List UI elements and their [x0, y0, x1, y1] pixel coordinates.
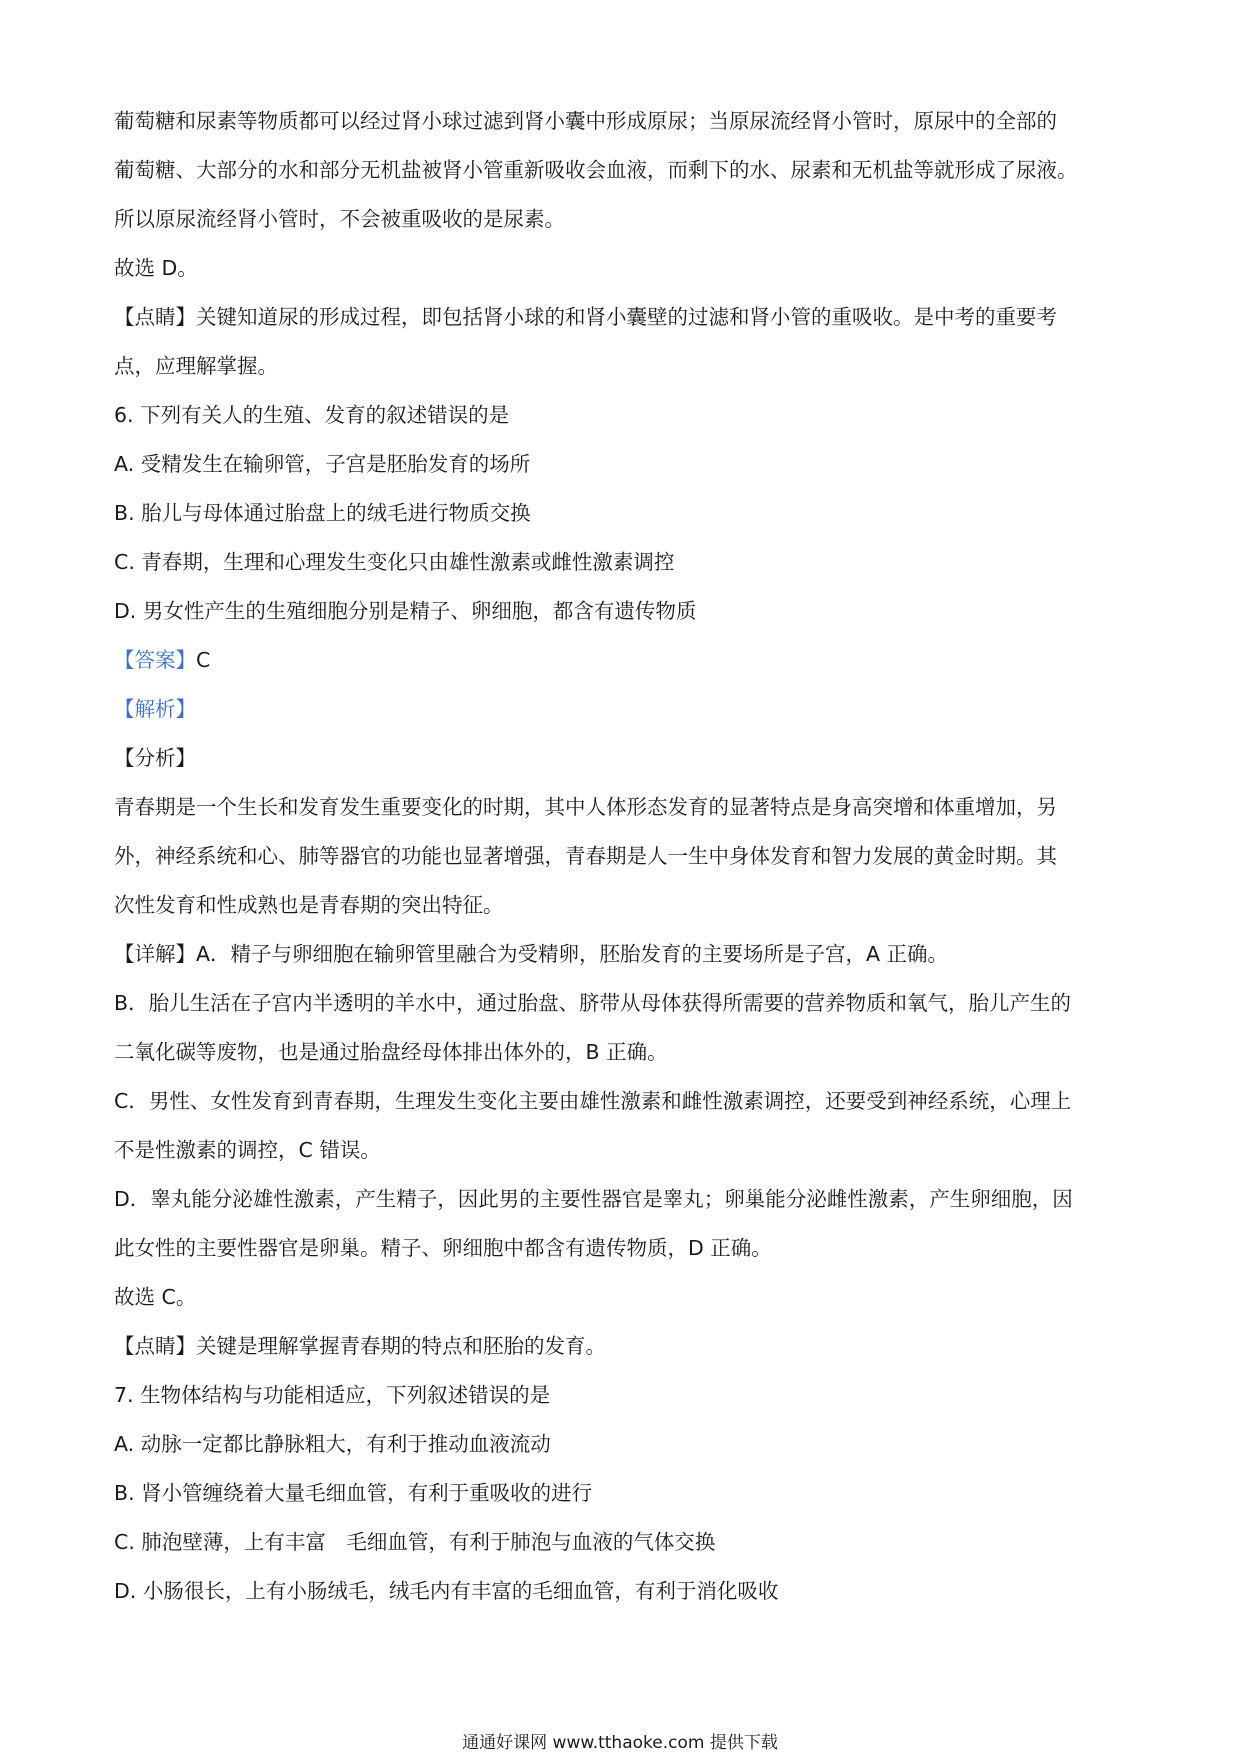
- option-b: B. 胎儿与母体通过胎盘上的绒毛进行物质交换: [114, 501, 531, 525]
- text-line: 葡萄糖、大部分的水和部分无机盐被肾小管重新吸收会血液，而剩下的水、尿素和无机盐等就形成了尿液。: [114, 158, 1078, 182]
- answer-value: C: [196, 648, 211, 672]
- fenxi-label: 【分析】: [114, 746, 196, 770]
- detail-line: C．男性、女性发育到青春期，生理发生变化主要由雄性激素和雌性激素调控，还要受到神经系统，心理上: [114, 1089, 1072, 1113]
- fenxi-line: 青春期是一个生长和发育发生重要变化的时期，其中人体形态发育的显著特点是身高突增和体重增加，另: [114, 795, 1057, 819]
- detail-line: 【详解】A．精子与卵细胞在输卵管里融合为受精卵，胚胎发育的主要场所是子宫，A 正确。: [114, 942, 949, 966]
- detail-line: 【点睛】关键是理解掌握青春期的特点和胚胎的发育。: [114, 1334, 606, 1358]
- option-b: B. 肾小管缠绕着大量毛细血管，有利于重吸收的进行: [114, 1481, 593, 1505]
- answer-line: [114, 636, 1134, 685]
- detail-line: D．睾丸能分泌雄性激素，产生精子，因此男的主要性器官是睾丸；卵巢能分泌雌性激素，产生卵细胞，因: [114, 1187, 1073, 1211]
- option-d: D. 男女性产生的生殖细胞分别是精子、卵细胞，都含有遗传物质: [114, 599, 697, 623]
- detail-line: 二氧化碳等废物，也是通过胎盘经母体排出体外的，B 正确。: [114, 1040, 668, 1064]
- detail-line: 不是性激素的调控，C 错误。: [114, 1138, 381, 1162]
- text-line: 葡萄糖和尿素等物质都可以经过肾小球过滤到肾小囊中形成原尿；当原尿流经肾小管时，原尿中的全部的: [114, 109, 1057, 133]
- detail-line: 故选 C。: [114, 1285, 197, 1309]
- option-a: A. 动脉一定都比静脉粗大，有利于推动血液流动: [114, 1432, 551, 1456]
- fenxi-line: 次性发育和性成熟也是青春期的突出特征。: [114, 893, 504, 917]
- option-c: C. 肺泡壁薄，上有丰富 毛细血管，有利于肺泡与血液的气体交换: [114, 1530, 716, 1554]
- detail-line: 此女性的主要性器官是卵巢。精子、卵细胞中都含有遗传物质，D 正确。: [114, 1236, 772, 1260]
- text-line: 点，应理解掌握。: [114, 354, 278, 378]
- document-body: [114, 97, 1134, 1616]
- text-line: 故选 D。: [114, 256, 198, 280]
- option-d: D. 小肠很长，上有小肠绒毛，绒毛内有丰富的毛细血管，有利于消化吸收: [114, 1579, 779, 1603]
- analysis-label: 【解析】: [114, 697, 196, 721]
- question-6: 6. 下列有关人的生殖、发育的叙述错误的是: [114, 403, 510, 427]
- text-line: 所以原尿流经肾小管时，不会被重吸收的是尿素。: [114, 207, 565, 231]
- fenxi-line: 外，神经系统和心、肺等器官的功能也显著增强，青春期是人一生中身体发育和智力发展的黄金时期。其: [114, 844, 1057, 868]
- page-footer: 通通好课网 www.tthaoke.com 提供下载: [462, 1733, 778, 1753]
- detail-line: B．胎儿生活在子宫内半透明的羊水中，通过胎盘、脐带从母体获得所需要的营养物质和氧气，胎儿产生的: [114, 991, 1072, 1015]
- option-a: A. 受精发生在输卵管，子宫是胚胎发育的场所: [114, 452, 531, 476]
- question-7: 7. 生物体结构与功能相适应，下列叙述错误的是: [114, 1383, 551, 1407]
- text-line: 【点睛】关键知道尿的形成过程，即包括肾小球的和肾小囊壁的过滤和肾小管的重吸收。是中考的重要考: [114, 305, 1057, 329]
- option-c: C. 青春期，生理和心理发生变化只由雄性激素或雌性激素调控: [114, 550, 675, 574]
- answer-label: 【答案】: [114, 648, 196, 672]
